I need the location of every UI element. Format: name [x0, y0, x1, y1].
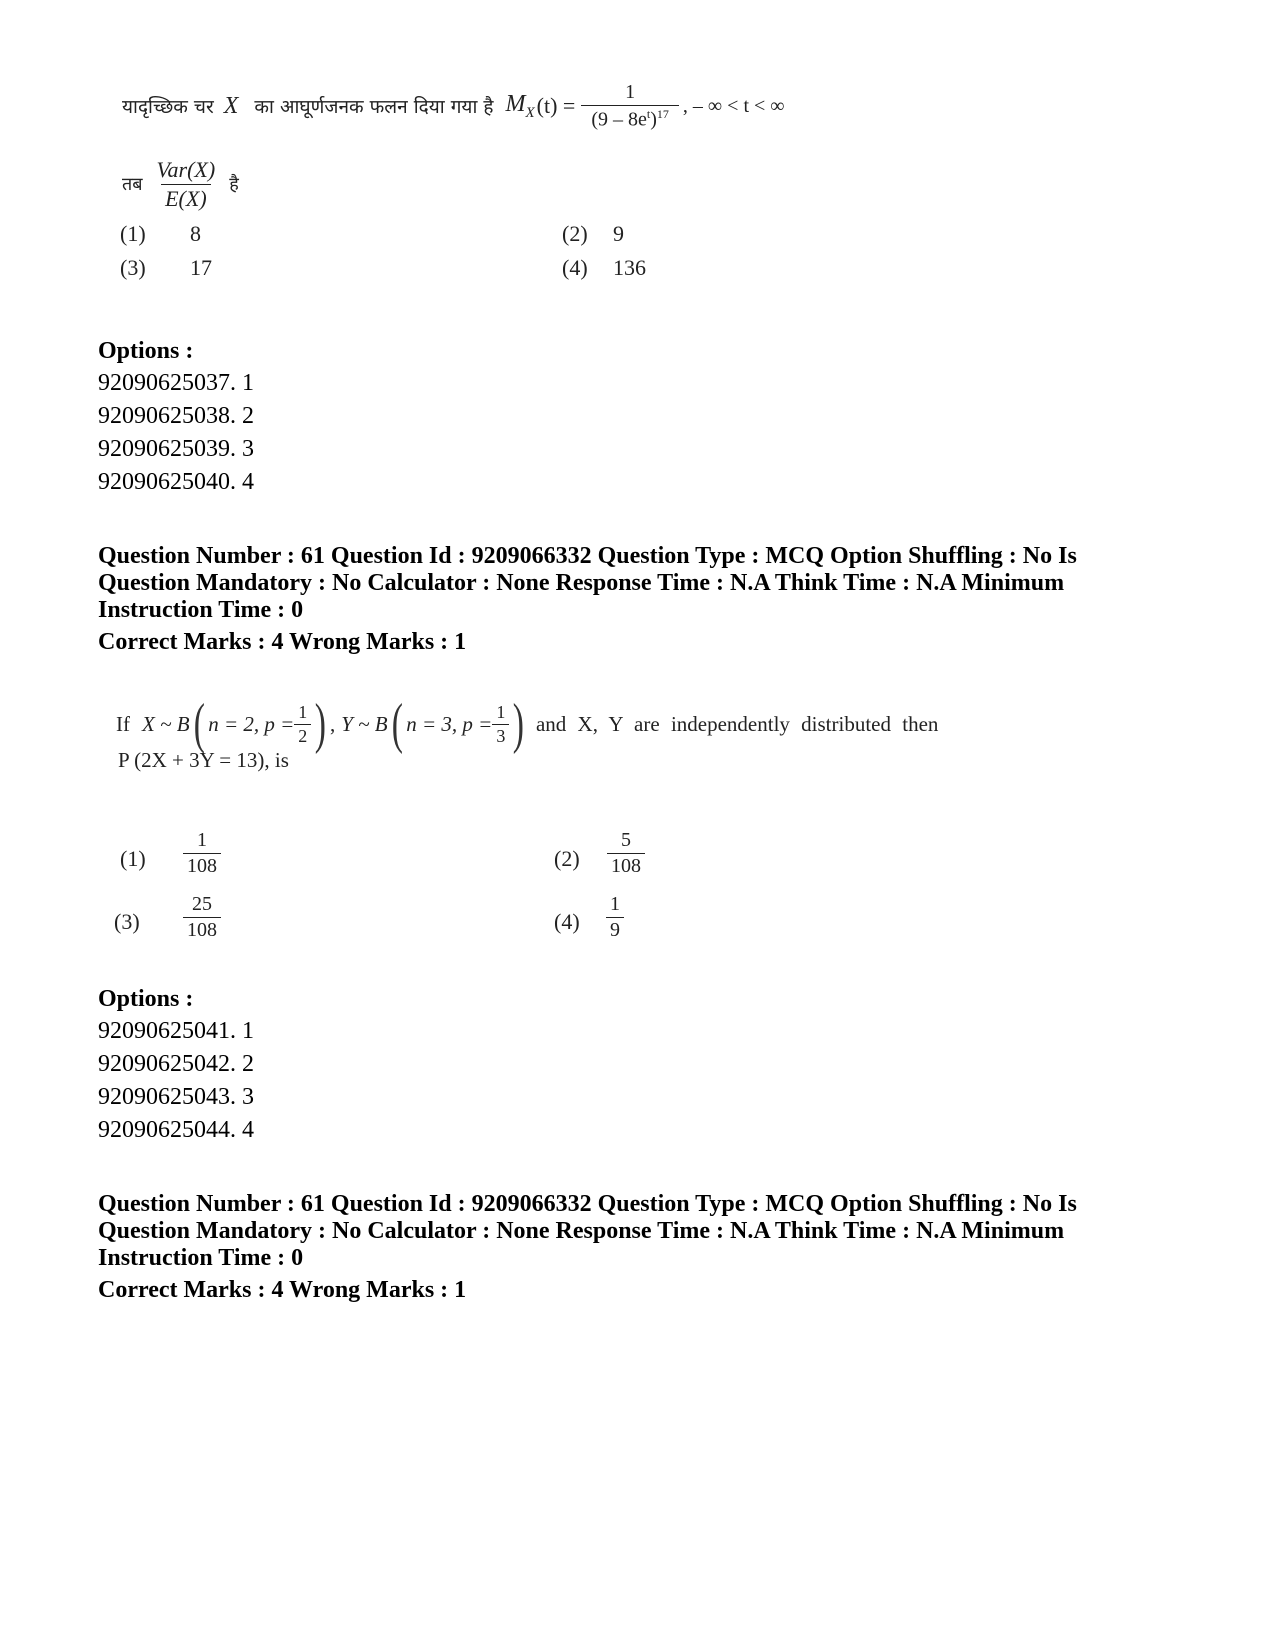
q60-option-4: 92090625040. 4 — [98, 469, 254, 495]
q60-mgf-denominator: $(9 - 8e^t)^{17}$ — [581, 105, 679, 131]
q61-stem-rest: and X, Y are independently distributed then — [535, 711, 939, 736]
q61-choice-3-num: 25 — [192, 893, 212, 915]
q61-stem-y: Y ~ B — [341, 711, 388, 736]
q60-hai-word: है — [229, 174, 239, 195]
q60-stem-hindi-2: का आघूर्णजनक फलन दिया गया है — [254, 96, 494, 118]
q61-choice-2-fraction — [607, 830, 645, 877]
q61-option-3: 92090625043. 3 — [98, 1084, 254, 1110]
q61-option-2: 92090625042. 2 — [98, 1051, 254, 1077]
q61-choice-4-num: 1 — [610, 893, 620, 915]
q61-paren-open-1: ( — [193, 693, 205, 755]
q60-choice-1-label: (1) — [120, 221, 146, 246]
q60-mgf-fraction — [581, 82, 679, 131]
q61-frac-2 — [492, 703, 509, 746]
q61-choice-3-fraction — [183, 894, 221, 941]
q60-options-heading: Options : — [98, 338, 194, 364]
q61-paren-open-2: ( — [391, 693, 403, 755]
q60-option-1: 92090625037. 1 — [98, 370, 254, 396]
q60-ratio-fraction — [153, 158, 220, 209]
q60-mgf-lhs: $M_X$ — [505, 90, 535, 121]
q60-choice-3-value: 17 — [190, 255, 212, 280]
q61-meta-line-3: Instruction Time : 0 — [98, 597, 304, 623]
q61-repeat-meta-line-3: Instruction Time : 0 — [98, 1245, 304, 1271]
q61-paren-close-1: ) — [315, 693, 327, 755]
q61-frac-1 — [294, 703, 311, 746]
q61-meta-line-1: Question Number : 61 Question Id : 9209066332 Question Type : MCQ Option Shuffling : No Is — [98, 543, 1077, 569]
q61-repeat-meta-line-2: Question Mandatory : No Calculator : None Response Time : N.A Think Time : N.A Minimum — [98, 1218, 1065, 1244]
q61-choice-1-num: 1 — [197, 829, 207, 851]
q61-stem-n2: n = 3, p = — [406, 711, 493, 736]
q61-stem-line-2: P (2X + 3Y = 13), is — [118, 748, 289, 772]
q60-option-3: 92090625039. 3 — [98, 436, 254, 462]
q60-mgf-numerator: 1 — [625, 80, 636, 103]
q61-stem-n1: n = 2, p = — [208, 711, 295, 736]
q60-choice-2-value: 9 — [613, 221, 624, 246]
q61-options-heading: Options : — [98, 986, 194, 1012]
q60-then-word: तब — [122, 174, 143, 195]
q61-choice-4-den: 9 — [606, 917, 624, 941]
q61-choice-2-label: (2) — [554, 846, 580, 871]
q60-stem-line — [122, 76, 785, 136]
q61-choice-1-label: (1) — [120, 846, 146, 871]
q61-choice-3-den: 108 — [183, 917, 221, 941]
q61-frac-2-num: 1 — [496, 701, 506, 722]
q61-choice-4-fraction — [606, 894, 624, 941]
q61-choice-4-label: (4) — [554, 909, 580, 934]
q61-stem-if: If — [116, 711, 130, 736]
q61-meta-line-2: Question Mandatory : No Calculator : None Response Time : N.A Think Time : N.A Minimum — [98, 570, 1065, 596]
q61-frac-2-den: 3 — [492, 724, 509, 746]
q60-option-2: 92090625038. 2 — [98, 403, 254, 429]
q61-choice-2-num: 5 — [621, 829, 631, 851]
q60-var-x: X — [223, 92, 239, 119]
q61-repeat-meta-line-1: Question Number : 61 Question Id : 9209066332 Question Type : MCQ Option Shuffling : No Is — [98, 1191, 1077, 1217]
q61-option-1: 92090625041. 1 — [98, 1018, 254, 1044]
q61-frac-1-num: 1 — [298, 701, 308, 722]
q60-stem-hindi-1: यादृच्छिक चर — [122, 96, 214, 118]
q60-choice-2-label: (2) — [562, 221, 588, 246]
q60-choice-4-label: (4) — [562, 255, 588, 280]
q61-repeat-marks-line: Correct Marks : 4 Wrong Marks : 1 — [98, 1277, 467, 1303]
q60-ratio-denominator: E(X) — [161, 184, 211, 210]
q61-paren-close-2: ) — [513, 693, 525, 755]
q61-stem-line-1 — [116, 692, 938, 756]
q61-choice-3-label: (3) — [114, 909, 140, 934]
q61-stem-comma: , — [329, 711, 336, 736]
q60-mgf-arg: (t) = — [536, 93, 576, 118]
q61-choice-1-den: 108 — [183, 853, 221, 877]
q61-choice-1-fraction — [183, 830, 221, 877]
q60-choice-3-label: (3) — [120, 255, 146, 280]
q60-mgf-range: , – ∞ < t < ∞ — [682, 94, 785, 117]
q61-choice-2-den: 108 — [607, 853, 645, 877]
q60-choice-4-value: 136 — [613, 255, 646, 280]
q61-stem-x: X ~ B — [142, 711, 190, 736]
q61-frac-1-den: 2 — [294, 724, 311, 746]
q61-marks-line: Correct Marks : 4 Wrong Marks : 1 — [98, 629, 467, 655]
q61-option-4: 92090625044. 4 — [98, 1117, 254, 1143]
q60-ratio-numerator: Var(X) — [156, 157, 216, 183]
q60-choice-1-value: 8 — [190, 221, 201, 246]
q60-ratio-line — [122, 156, 239, 212]
